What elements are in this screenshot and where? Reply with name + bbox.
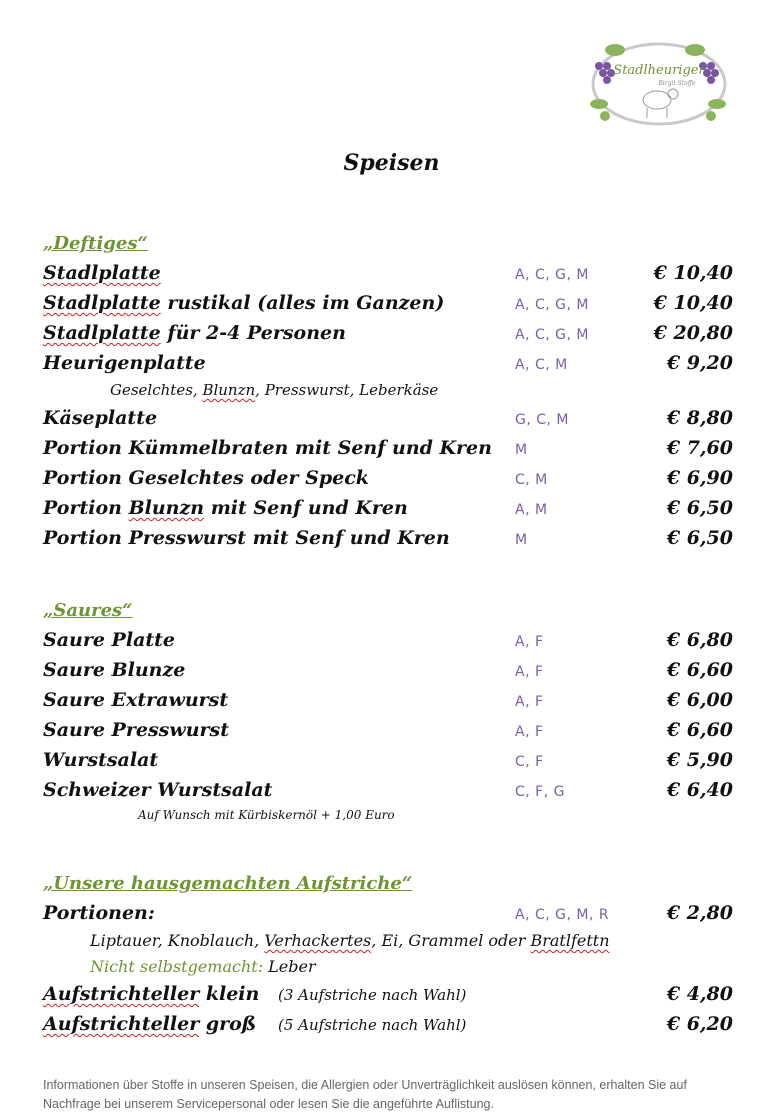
menu-item [43,292,733,322]
item-price: € 6,00 [666,689,733,711]
item-name: Stadlplatte für 2-4 Personen [43,322,346,344]
item-name: Portion Presswurst mit Senf und Kren [43,527,450,549]
item-note: (5 Aufstriche nach Wahl) [278,1016,467,1034]
item-price: € 6,50 [666,497,733,519]
item-price: € 10,40 [653,292,733,314]
item-price: € 6,50 [666,527,733,549]
item-name: Saure Blunze [43,659,186,681]
logo-subtitle: Birgit Stoffe [658,80,696,87]
menu-item [43,497,733,527]
page-title: Speisen [343,150,440,176]
item-allergens: A, C, M [515,357,568,373]
saures-note: Auf Wunsch mit Kürbiskernöl + 1,00 Euro [138,808,395,822]
not-homemade-line: Nicht selbstgemacht: Leber [90,957,316,976]
item-price: € 6,80 [666,629,733,651]
item-price: € 20,80 [653,322,733,344]
menu-item [43,983,733,1013]
menu-item [43,437,733,467]
stadlheuriger-logo [585,38,733,130]
menu-item [43,629,733,659]
item-name: Portion Kümmelbraten mit Senf und Kren [43,437,492,459]
item-name: Aufstrichteller klein [43,983,260,1005]
item-price: € 5,90 [666,749,733,771]
item-allergens: C, F [515,754,544,770]
menu-item [43,779,733,809]
item-name: Saure Presswurst [43,719,229,741]
item-allergens: A, M [515,502,548,518]
item-allergens: A, F [515,724,544,740]
menu-item [43,527,733,557]
item-price: € 6,60 [666,719,733,741]
item-allergens: A, C, G, M [515,327,589,343]
item-price: € 6,20 [666,1013,733,1035]
item-allergens: A, C, G, M, R [515,907,610,923]
item-allergens: A, F [515,664,544,680]
item-price: € 9,20 [666,352,733,374]
item-name: Aufstrichteller groß [43,1013,257,1035]
item-price: € 6,90 [666,467,733,489]
item-name: Portion Blunzn mit Senf und Kren [43,497,408,519]
item-name: Saure Platte [43,629,176,651]
item-allergens: A, F [515,694,544,710]
item-allergens: C, M [515,472,548,488]
item-price: € 6,40 [666,779,733,801]
menu-item [43,902,733,932]
menu-item [43,262,733,292]
menu-item [43,407,733,437]
item-name: Stadlplatte [43,262,161,284]
menu-item [43,719,733,749]
item-price: € 7,60 [666,437,733,459]
item-allergens: A, F [515,634,544,650]
heurigenplatte-description: Geselchtes, Blunzn, Presswurst, Leberkäse [110,381,439,399]
section-heading-aufstriche: „Unsere hausgemachten Aufstriche“ [43,873,413,894]
item-name: Heurigenplatte [43,352,206,374]
item-allergens: M [515,532,528,548]
item-name: Stadlplatte rustikal (alles im Ganzen) [43,292,445,314]
item-price: € 4,80 [666,983,733,1005]
menu-item [43,689,733,719]
item-note: (3 Aufstriche nach Wahl) [278,986,467,1004]
logo-graphic [585,38,733,130]
item-name: Saure Extrawurst [43,689,229,711]
item-name: Portionen: [43,902,155,924]
item-allergens: M [515,442,528,458]
logo-title: Stadlheuriger [613,63,705,78]
menu-item [43,467,733,497]
item-price: € 2,80 [666,902,733,924]
item-price: € 10,40 [653,262,733,284]
section-heading-deftiges: „Deftiges“ [43,233,148,254]
item-name: Portion Geselchtes oder Speck [43,467,369,489]
item-name: Schweizer Wurstsalat [43,779,273,801]
section-heading-saures: „Saures“ [43,600,133,621]
item-allergens: G, C, M [515,412,570,428]
item-price: € 6,60 [666,659,733,681]
menu-item [43,322,733,352]
item-allergens: C, F, G [515,784,565,800]
allergen-footer-note: Informationen über Stoffe in unseren Speisen, die Allergien oder Unverträglichkeit auslösen können, erhalten Sie auf Nachfrage bei unserem Servicepersonal oder lesen Sie die angeführte Auflistung. [43,1078,687,1111]
item-price: € 8,80 [666,407,733,429]
menu-item [43,352,733,382]
item-name: Käseplatte [43,407,158,429]
item-allergens: A, C, G, M [515,267,589,283]
item-allergens: A, C, G, M [515,297,589,313]
aufstriche-varieties: Liptauer, Knoblauch, Verhackertes, Ei, Grammel oder Bratlfettn [90,931,610,950]
menu-item [43,749,733,779]
item-name: Wurstsalat [43,749,159,771]
menu-item [43,659,733,689]
menu-item [43,1013,733,1043]
